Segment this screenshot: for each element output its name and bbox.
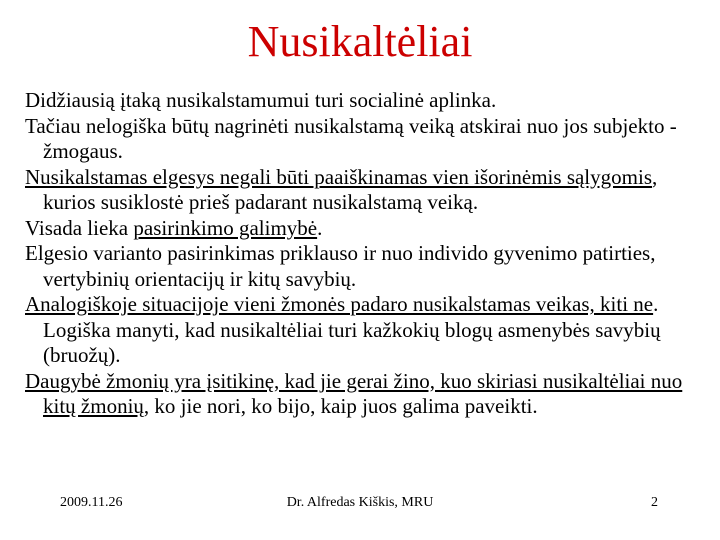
footer-author: Dr. Alfredas Kiškis, MRU (286, 495, 434, 510)
underlined-text: Daugybė žmonių yra įsitikinę, kad jie gerai žino, kuo skiriasi nusikaltėliai nuo kitų žmonių (25, 368, 683, 418)
slide-body (25, 88, 695, 420)
paragraph-text: Didžiausią įtaką nusikalstamumui turi socialinė aplinka. (25, 88, 497, 112)
body-paragraph (25, 369, 695, 420)
body-paragraph (25, 216, 695, 242)
slide-title: Nusikaltėliai (247, 17, 473, 66)
paragraph-text: Tačiau nelogiška būtų nagrinėti nusikalstamą veiką atskirai nuo jos subjekto - žmogaus. (25, 113, 677, 163)
body-paragraph (25, 114, 695, 165)
underlined-text: pasirinkimo galimybė (133, 215, 318, 240)
footer-date: 2009.11.26 (60, 495, 123, 510)
paragraph-text: Visada lieka (25, 215, 134, 240)
footer-page-number: 2 (651, 495, 658, 510)
paragraph-text: . (317, 215, 323, 240)
paragraph-text: , kurios susiklostė prieš padarant nusikalstamą veiką. (43, 164, 658, 214)
paragraph-text: , ko jie nori, ko bijo, kaip juos galima paveikti. (143, 394, 538, 418)
body-paragraph (25, 292, 695, 369)
paragraph-text: Elgesio varianto pasirinkimas priklauso ir nuo individo gyvenimo patirties, vertybinių orientacijų ir kitų savybių. (25, 241, 656, 291)
paragraph-text: . Logiška manyti, kad nusikaltėliai turi kažkokių blogų asmenybės savybių (bruožų). (43, 292, 661, 367)
body-paragraph (25, 165, 695, 216)
underlined-text: Analogiškoje situacijoje vieni žmonės padaro nusikalstamas veikas, kiti ne (25, 292, 654, 316)
underlined-text: Nusikalstamas elgesys negali būti paaiškinamas vien išorinėmis sąlygomis (25, 164, 652, 189)
body-paragraph (25, 88, 695, 114)
body-paragraph (25, 241, 695, 292)
